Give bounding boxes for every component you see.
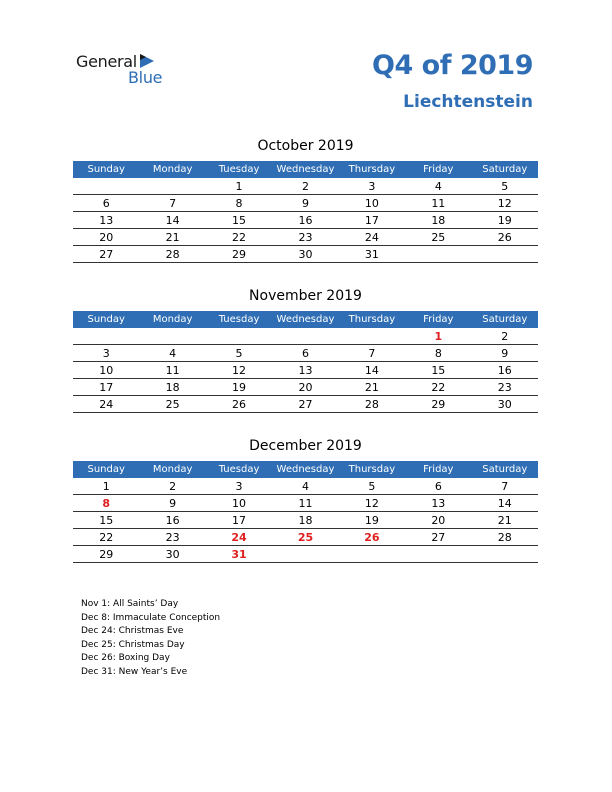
day-cell: 28 — [339, 396, 405, 413]
weekday-header: Friday — [405, 311, 471, 328]
day-cell: 6 — [405, 478, 471, 495]
day-cell: 28 — [139, 246, 205, 263]
day-cell: 14 — [139, 212, 205, 229]
day-cell: 23 — [139, 529, 205, 546]
day-cell: 20 — [73, 229, 139, 246]
day-cell: 31 — [339, 246, 405, 263]
month-title: November 2019 — [249, 288, 362, 304]
weekday-header: Friday — [405, 461, 471, 478]
day-cell: 29 — [73, 546, 139, 563]
day-cell: 26 — [339, 529, 405, 546]
day-cell: 7 — [139, 195, 205, 212]
day-cell: 16 — [472, 362, 538, 379]
holiday-note: Dec 25: Christmas Day — [81, 639, 185, 650]
day-cell: 26 — [472, 229, 538, 246]
empty-day-cell — [272, 328, 338, 345]
weekday-header: Monday — [139, 161, 205, 178]
weekday-header: Saturday — [472, 161, 538, 178]
day-cell: 18 — [405, 212, 471, 229]
empty-day-cell — [405, 546, 471, 563]
week-row — [73, 345, 538, 362]
month-october — [73, 136, 538, 263]
day-cell: 26 — [206, 396, 272, 413]
day-cell: 23 — [272, 229, 338, 246]
day-cell: 24 — [339, 229, 405, 246]
weekday-header: Saturday — [472, 311, 538, 328]
weekday-header: Tuesday — [206, 311, 272, 328]
day-cell: 9 — [472, 345, 538, 362]
day-cell: 11 — [139, 362, 205, 379]
weekday-header: Monday — [139, 461, 205, 478]
day-cell: 9 — [272, 195, 338, 212]
day-cell: 31 — [206, 546, 272, 563]
day-cell: 3 — [73, 345, 139, 362]
empty-day-cell — [206, 328, 272, 345]
day-cell: 29 — [206, 246, 272, 263]
day-cell: 4 — [139, 345, 205, 362]
day-cell: 13 — [405, 495, 471, 512]
weekday-header: Tuesday — [206, 461, 272, 478]
day-cell: 16 — [139, 512, 205, 529]
day-cell: 16 — [272, 212, 338, 229]
day-cell: 12 — [339, 495, 405, 512]
day-cell: 23 — [472, 379, 538, 396]
day-cell: 22 — [405, 379, 471, 396]
day-cell: 13 — [272, 362, 338, 379]
day-cell: 8 — [206, 195, 272, 212]
day-cell: 27 — [272, 396, 338, 413]
week-row — [73, 495, 538, 512]
empty-day-cell — [73, 178, 139, 195]
week-row — [73, 328, 538, 345]
weekday-header: Sunday — [73, 461, 139, 478]
day-cell: 22 — [206, 229, 272, 246]
day-cell: 2 — [272, 178, 338, 195]
day-cell: 7 — [339, 345, 405, 362]
day-cell: 11 — [405, 195, 471, 212]
day-cell: 15 — [206, 212, 272, 229]
day-cell: 7 — [472, 478, 538, 495]
weekday-header: Monday — [139, 311, 205, 328]
page-title: Q4 of 2019 — [372, 50, 533, 81]
day-cell: 30 — [139, 546, 205, 563]
day-cell: 13 — [73, 212, 139, 229]
weekday-header: Wednesday — [272, 461, 338, 478]
logo-flag-icon — [140, 54, 156, 68]
week-row — [73, 246, 538, 263]
day-cell: 5 — [206, 345, 272, 362]
day-cell: 1 — [73, 478, 139, 495]
day-cell: 10 — [339, 195, 405, 212]
holiday-note: Dec 24: Christmas Eve — [81, 626, 184, 637]
day-cell: 6 — [272, 345, 338, 362]
weekday-header: Wednesday — [272, 311, 338, 328]
day-cell: 4 — [405, 178, 471, 195]
month-title: October 2019 — [257, 138, 354, 154]
logo-word-blue: Blue — [128, 68, 163, 87]
week-row — [73, 212, 538, 229]
day-cell: 11 — [272, 495, 338, 512]
empty-day-cell — [139, 328, 205, 345]
day-cell: 12 — [472, 195, 538, 212]
day-cell: 3 — [206, 478, 272, 495]
weekday-header: Sunday — [73, 161, 139, 178]
holiday-note: Dec 31: New Year’s Eve — [81, 666, 188, 677]
day-cell: 9 — [139, 495, 205, 512]
empty-day-cell — [272, 546, 338, 563]
day-cell: 2 — [139, 478, 205, 495]
day-cell: 12 — [206, 362, 272, 379]
week-row — [73, 229, 538, 246]
day-cell: 10 — [206, 495, 272, 512]
day-cell: 28 — [472, 529, 538, 546]
week-row — [73, 178, 538, 195]
empty-day-cell — [405, 246, 471, 263]
week-row — [73, 379, 538, 396]
day-cell: 5 — [472, 178, 538, 195]
day-cell: 21 — [139, 229, 205, 246]
calendar-table — [73, 461, 538, 563]
day-cell: 17 — [339, 212, 405, 229]
day-cell: 5 — [339, 478, 405, 495]
day-cell: 29 — [405, 396, 471, 413]
calendar-table — [73, 311, 538, 413]
country-name: Liechtenstein — [403, 92, 533, 112]
day-cell: 21 — [472, 512, 538, 529]
day-cell: 4 — [272, 478, 338, 495]
empty-day-cell — [339, 328, 405, 345]
empty-day-cell — [73, 328, 139, 345]
day-cell: 25 — [405, 229, 471, 246]
week-row — [73, 396, 538, 413]
day-cell: 21 — [339, 379, 405, 396]
empty-day-cell — [339, 546, 405, 563]
day-cell: 27 — [73, 246, 139, 263]
day-cell: 14 — [339, 362, 405, 379]
weekday-header: Sunday — [73, 311, 139, 328]
day-cell: 17 — [206, 512, 272, 529]
day-cell: 19 — [339, 512, 405, 529]
weekday-header: Tuesday — [206, 161, 272, 178]
empty-day-cell — [472, 246, 538, 263]
day-cell: 17 — [73, 379, 139, 396]
holiday-notes — [81, 598, 220, 680]
day-cell: 2 — [472, 328, 538, 345]
holiday-note: Dec 8: Immaculate Conception — [81, 612, 221, 623]
weekday-header: Thursday — [339, 161, 405, 178]
day-cell: 15 — [405, 362, 471, 379]
day-cell: 27 — [405, 529, 471, 546]
weekday-header: Thursday — [339, 311, 405, 328]
day-cell: 15 — [73, 512, 139, 529]
day-cell: 14 — [472, 495, 538, 512]
day-cell: 18 — [272, 512, 338, 529]
week-row — [73, 529, 538, 546]
day-cell: 10 — [73, 362, 139, 379]
day-cell: 25 — [139, 396, 205, 413]
day-cell: 25 — [272, 529, 338, 546]
day-cell: 19 — [206, 379, 272, 396]
weekday-header: Friday — [405, 161, 471, 178]
day-cell: 20 — [272, 379, 338, 396]
weekday-header: Thursday — [339, 461, 405, 478]
empty-day-cell — [472, 546, 538, 563]
day-cell: 3 — [339, 178, 405, 195]
empty-day-cell — [139, 178, 205, 195]
day-cell: 30 — [272, 246, 338, 263]
day-cell: 1 — [206, 178, 272, 195]
month-title: December 2019 — [249, 438, 362, 454]
calendar-table — [73, 161, 538, 263]
weekday-header: Wednesday — [272, 161, 338, 178]
week-row — [73, 546, 538, 563]
logo-word-general: General — [76, 52, 137, 71]
day-cell: 30 — [472, 396, 538, 413]
day-cell: 18 — [139, 379, 205, 396]
day-cell: 6 — [73, 195, 139, 212]
week-row — [73, 195, 538, 212]
day-cell: 8 — [73, 495, 139, 512]
day-cell: 19 — [472, 212, 538, 229]
week-row — [73, 478, 538, 495]
week-row — [73, 512, 538, 529]
day-cell: 20 — [405, 512, 471, 529]
month-november — [73, 286, 538, 413]
week-row — [73, 362, 538, 379]
day-cell: 22 — [73, 529, 139, 546]
day-cell: 8 — [405, 345, 471, 362]
day-cell: 24 — [206, 529, 272, 546]
weekday-header: Saturday — [472, 461, 538, 478]
month-december — [73, 436, 538, 563]
day-cell: 1 — [405, 328, 471, 345]
general-blue-logo — [76, 52, 176, 92]
holiday-note: Dec 26: Boxing Day — [81, 653, 170, 664]
day-cell: 24 — [73, 396, 139, 413]
holiday-note: Nov 1: All Saints’ Day — [81, 599, 179, 609]
